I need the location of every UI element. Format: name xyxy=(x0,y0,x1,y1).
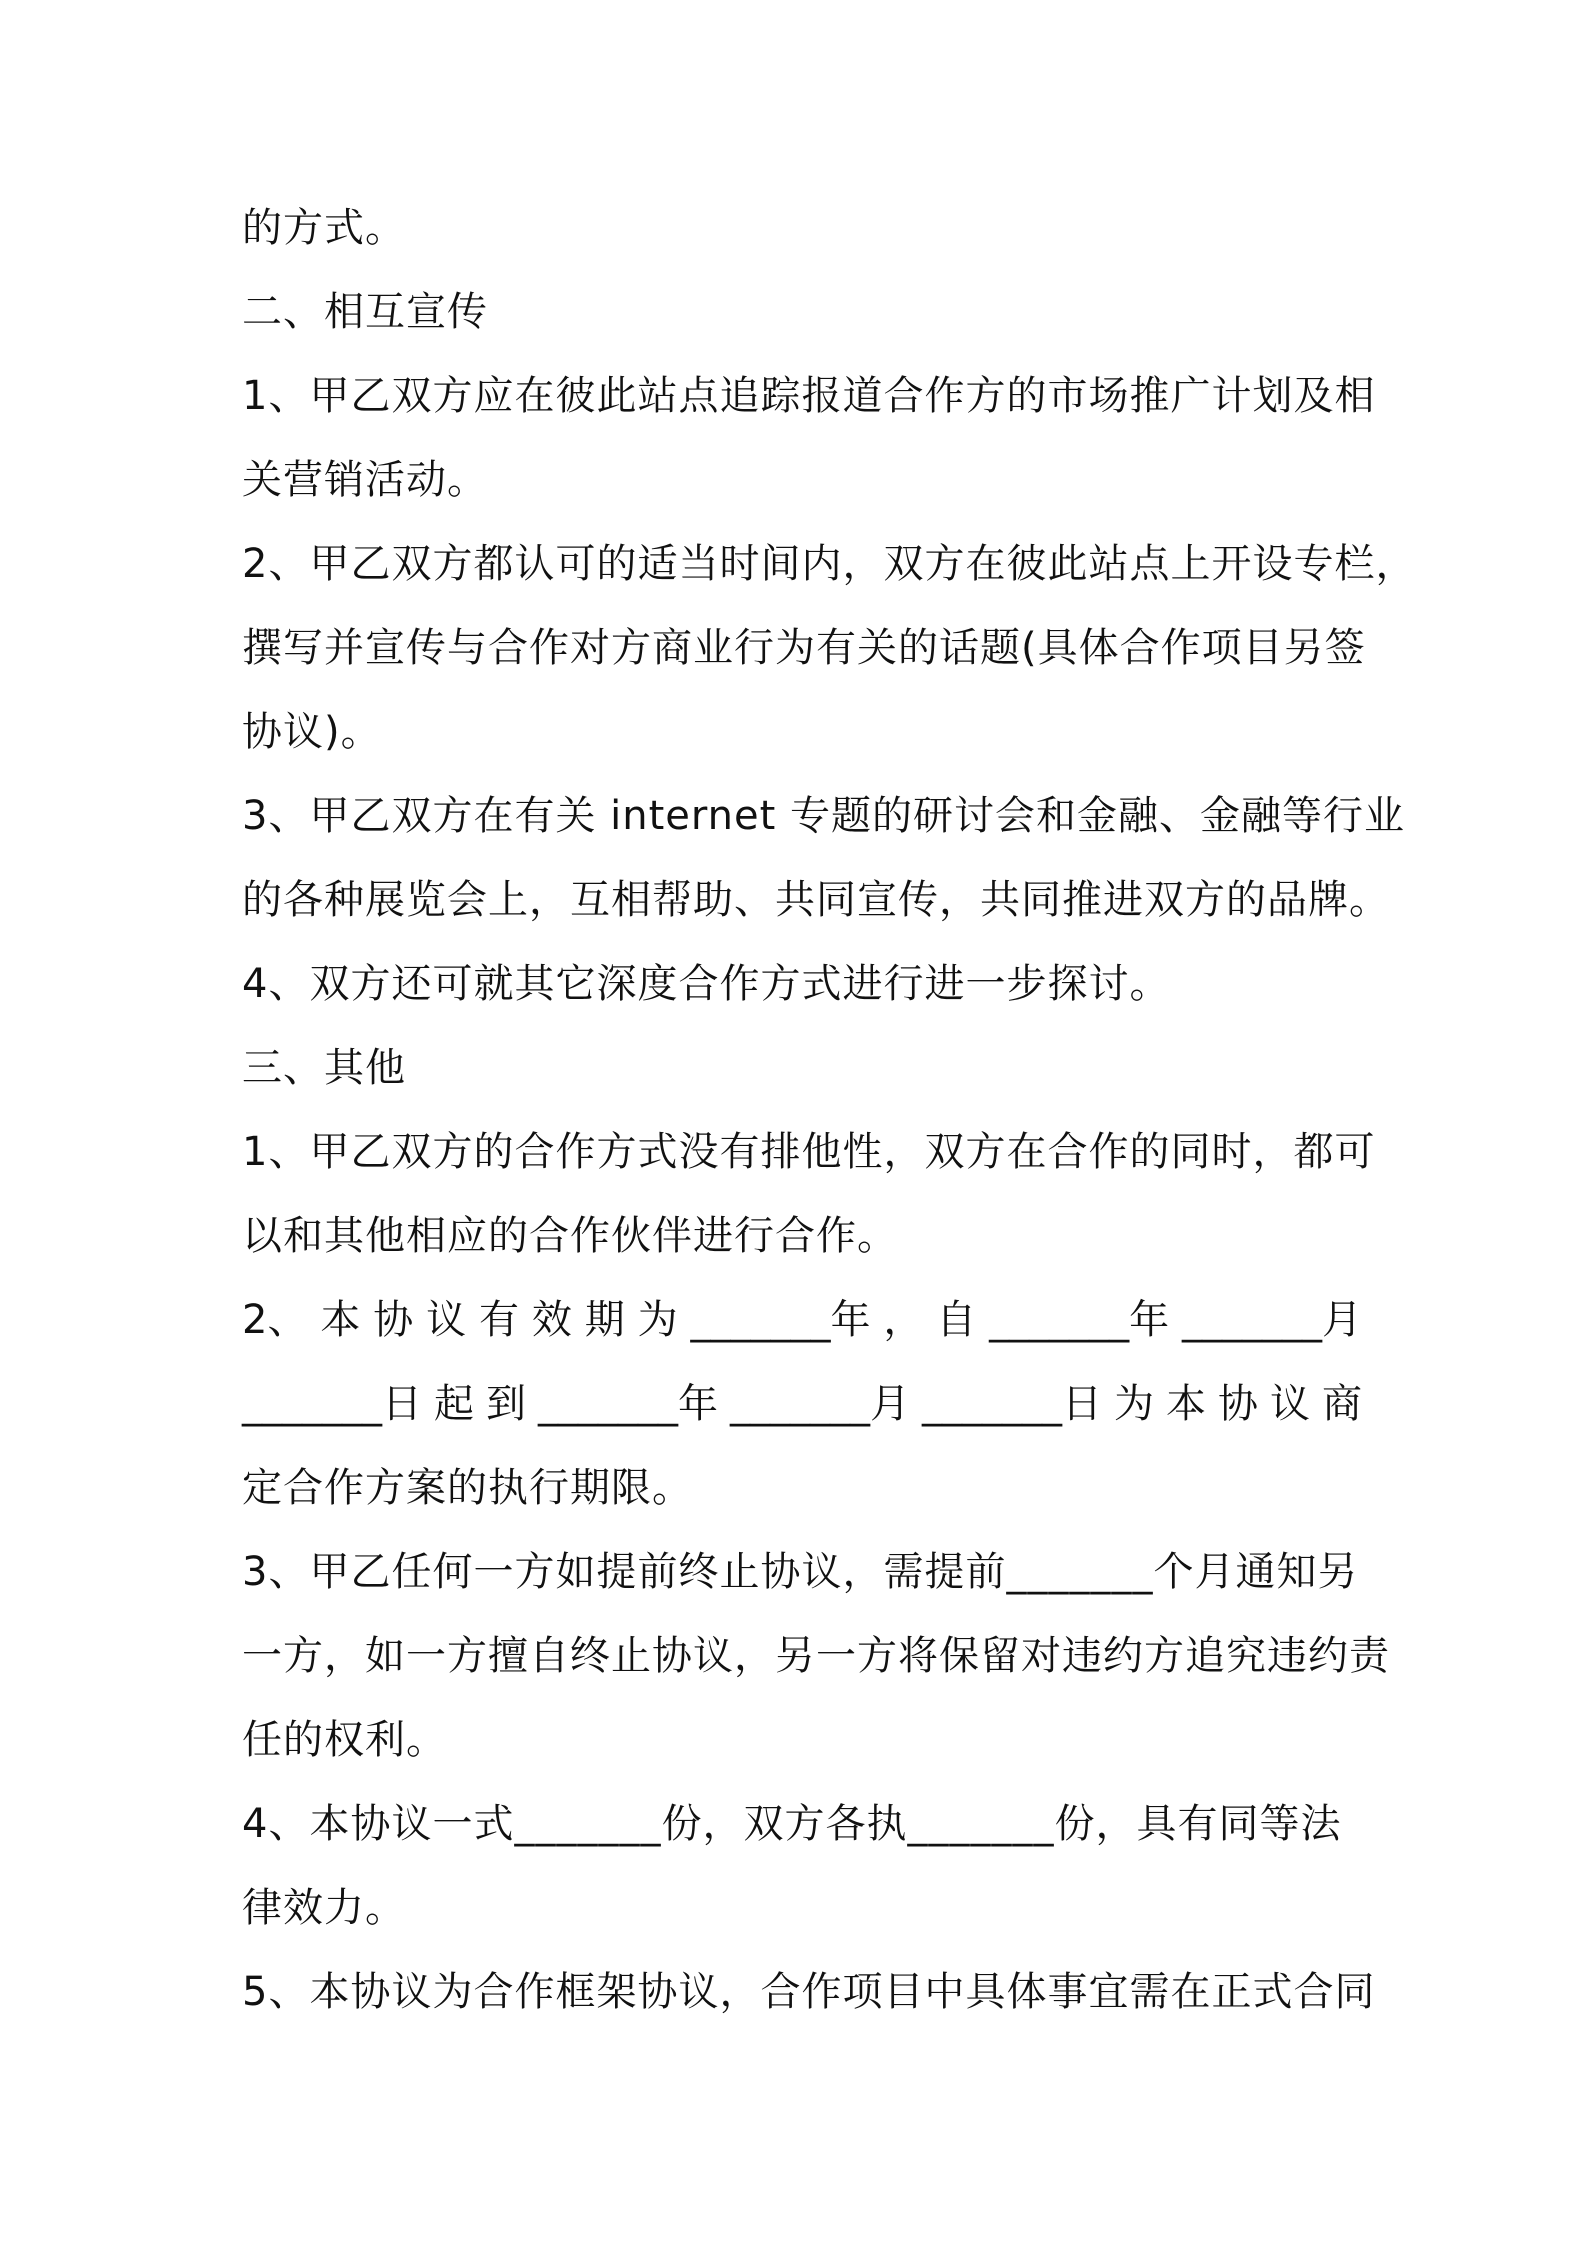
text-segment: _______月 xyxy=(730,1381,910,1427)
text-segment: 自 xyxy=(936,1297,977,1343)
text-line: 4、双方还可就其它深度合作方式进行进一步探讨。 xyxy=(242,961,1171,1007)
text-segment: _______年 xyxy=(989,1297,1170,1343)
text-segment: _______日 xyxy=(922,1381,1102,1427)
text-segment: _______年 xyxy=(538,1381,718,1427)
text-segment: 效 xyxy=(531,1297,572,1343)
text-line: 一方，如一方擅自终止协议，另一方将保留对违约方追究违约责 xyxy=(242,1633,1390,1679)
text-line: 关营销活动。 xyxy=(242,457,488,503)
text-segment: 协 xyxy=(1218,1381,1258,1427)
text-segment: 为 xyxy=(1114,1381,1154,1427)
text-line: 的方式。 xyxy=(242,205,406,251)
text-line: 律效力。 xyxy=(242,1885,406,1931)
text-segment: 为 xyxy=(637,1297,678,1343)
text-line: 撰写并宣传与合作对方商业行为有关的话题(具体合作项目另签 xyxy=(242,625,1366,671)
text-line: 2、甲乙双方都认可的适当时间内，双方在彼此站点上开设专栏， xyxy=(242,541,1417,587)
text-segment: 议 xyxy=(426,1297,467,1343)
text-line: 协议)。 xyxy=(242,709,382,755)
text-segment: 期 xyxy=(584,1297,625,1343)
text-line: 以和其他相应的合作伙伴进行合作。 xyxy=(242,1213,898,1259)
text-segment: _______月 xyxy=(1181,1297,1362,1343)
text-line: 1、甲乙双方应在彼此站点追踪报道合作方的市场推广计划及相 xyxy=(242,373,1376,419)
text-line: 定合作方案的执行期限。 xyxy=(242,1465,693,1511)
text-segment: 商 xyxy=(1322,1381,1362,1427)
text-segment: _______日 xyxy=(242,1381,422,1427)
text-segment: 有 xyxy=(478,1297,519,1343)
text-segment: 起 xyxy=(434,1381,474,1427)
text-segment: 本 xyxy=(1166,1381,1206,1427)
text-line: 3、甲乙任何一方如提前终止协议，需提前_______个月通知另 xyxy=(242,1549,1359,1595)
text-segment: 本 xyxy=(320,1297,361,1343)
section-heading-2: 二、相互宣传 xyxy=(242,289,488,335)
text-line: 3、甲乙双方在有关 internet 专题的研讨会和金融、金融等行业 xyxy=(242,793,1406,839)
text-line: 1、甲乙双方的合作方式没有排他性，双方在合作的同时，都可 xyxy=(242,1129,1376,1175)
text-line: 任的权利。 xyxy=(242,1717,447,1763)
text-segment: ， xyxy=(883,1297,924,1343)
spaced-text-line xyxy=(242,1288,1362,1352)
text-segment: 协 xyxy=(373,1297,414,1343)
text-line: 5、本协议为合作框架协议，合作项目中具体事宜需在正式合同 xyxy=(242,1969,1376,2015)
text-segment: 议 xyxy=(1270,1381,1310,1427)
text-line: 4、本协议一式_______份，双方各执_______份，具有同等法 xyxy=(242,1801,1342,1847)
text-line: 的各种展览会上，互相帮助、共同宣传，共同推进双方的品牌。 xyxy=(242,877,1390,923)
text-segment: 2、 xyxy=(242,1297,308,1343)
spaced-text-line xyxy=(242,1372,1362,1436)
section-heading-3: 三、其他 xyxy=(242,1045,406,1091)
text-segment: _______年 xyxy=(690,1297,871,1343)
text-segment: 到 xyxy=(486,1381,526,1427)
